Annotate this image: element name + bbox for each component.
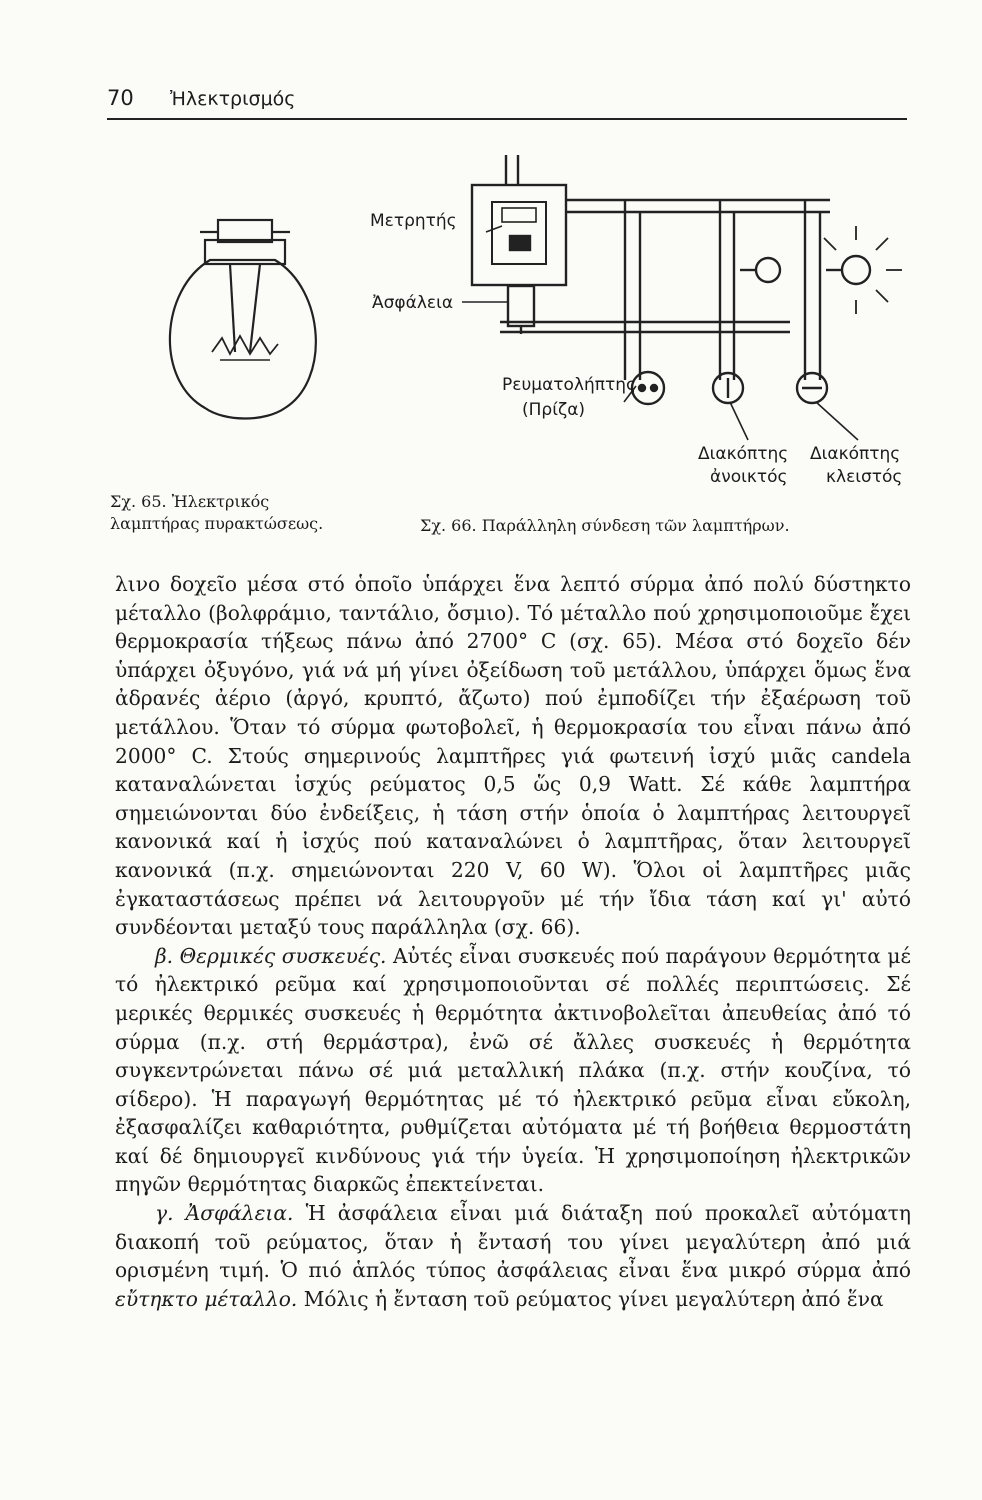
body-text bbox=[115, 570, 911, 1313]
lamp-off-drawing bbox=[756, 258, 780, 282]
parallel-circuit-drawing bbox=[462, 155, 902, 440]
paragraph-fuse bbox=[115, 1199, 911, 1313]
paragraph-heating-devices bbox=[115, 942, 911, 1199]
page-header bbox=[107, 86, 907, 120]
paragraph-fuse-text-end: Μόλις ἡ ἔνταση τοῦ ρεύματος γίνει μεγαλύτερη ἀπό ἕνα bbox=[303, 1286, 884, 1311]
socket-label-sub: (Πρίζα) bbox=[522, 400, 586, 420]
socket-label: Ρευματολήπτης bbox=[502, 375, 636, 395]
switch-open-label-sub: ἀνοικτός bbox=[710, 467, 788, 487]
lamp-on-drawing bbox=[842, 256, 870, 284]
fuse-label: Ἀσφάλεια bbox=[372, 293, 454, 313]
paragraph-fuse-text: Ἡ ἀσφάλεια εἶναι μιά διάταξη πού προκαλεῖ αὐτόματη διακοπή τοῦ ρεύματος, ὅταν ἡ ἔντασή του γίνει μεγαλύτερη ἀπό μιά ορισμένη τιμή. Ὁ πιό ἁπλός τύπος ἀσφάλειας εἶναι ἕνα μικρό σύρμα ἀπό bbox=[115, 1201, 912, 1283]
incandescent-lamp-drawing bbox=[170, 220, 316, 419]
switch-closed-label-sub: κλειστός bbox=[826, 467, 903, 487]
meter-label: Μετρητής bbox=[370, 211, 457, 231]
figure-65-caption: Σχ. 65. Ἠλεκτρικός λαμπτήρας πυρακτώσεως. bbox=[110, 492, 324, 533]
fusible-metal-term: εὔτηκτο μέταλλο. bbox=[115, 1286, 298, 1311]
paragraph-lamps: λινο δοχεῖο μέσα στό ὁποῖο ὑπάρχει ἕνα λεπτό σύρμα ἀπό πολύ δύστηκτο μέταλλο (βολφράμιο, ταντάλιο, ὄσμιο). Τό μέταλλο πού χρησιμοποιοῦμε ἔχει θερμοκρασία τήξεως πάνω ἀπό 2700° C (σχ. 65). Μέσα στό δοχεῖο δέν ὑπάρχει ὀξυγόνο, γιά νά μή γίνει ὀξείδωση τοῦ μετάλλου, ὑπάρχει ὅμως ἕνα ἀδρανές ἀέριο (ἀργό, κρυπτό, ἄζωτο) πού ἐμποδίζει τήν ἐξαέρωση τοῦ μετάλλου. Ὅταν τό σύρμα φωτοβολεῖ, ἡ θερμοκρασία του εἶναι πάνω ἀπό 2000° C. Στούς σημερινούς λαμπτῆρες γιά φωτεινή ἰσχύ μιᾶς candela καταναλώνεται ἰσχύς ρεύματος 0,5 ὥς 0,9 Watt. Σέ κάθε λαμπτήρα σημειώνονται δύο ἐνδείξεις, ἡ τάση στήν ὁποία ὁ λαμπτήρας λειτουργεῖ κανονικά καί ἡ ἰσχύς πού καταναλώνει ὁ λαμπτῆρας, ὅταν λειτουργεῖ κανονικά (π.χ. σημειώνονται 220 V, 60 W). Ὅλοι οἱ λαμπτῆρες μιᾶς ἐγκαταστάσεως πρέπει νά λειτουργοῦν μέ τήν ἴδια τάση καί γι' αὐτό συνδέονται μεταξύ τους παράλληλα (σχ. 66). bbox=[115, 572, 911, 940]
heading-fuse: γ. Ἀσφάλεια. bbox=[155, 1201, 294, 1226]
switch-closed-label: Διακόπτης bbox=[810, 444, 901, 464]
figure-area bbox=[150, 140, 910, 510]
header-rule bbox=[107, 118, 907, 120]
page-number: 70 bbox=[107, 86, 134, 110]
paragraph-heating-text: Αὐτές εἶναι συσκευές πού παράγουν θερμότητα μέ τό ἠλεκτρικό ρεῦμα καί χρησιμοποιοῦνται σέ πολλές περιπτώσεις. Σέ μερικές θερμικές συσκευές ἡ θερμότητα ἀκτινοβολεῖται ἀπευθείας ἀπό τό σύρμα (π.χ. στή θερμάστρα), ἐνῶ σέ ἄλλες συσκευές ἡ θερμότητα συγκεντρώνεται πάνω σέ μιά μεταλλική πλάκα (π.χ. στήν κουζίνα, τό σίδερο). Ἡ παραγωγή θερμότητας μέ τό ἠλεκτρικό ρεῦμα εἶναι εὔκολη, ἐξασφαλίζει καθαριότητα, ρυθμίζεται αὐτόματα μέ τή βοήθεια θερμοστάτη καί δέ δημιουργεῖ κινδύνους γιά τήν ὑγεία. Ἡ χρησιμοποίηση ἠλεκτρικῶν πηγῶν θερμότητας διαρκῶς ἐπεκτείνεται. bbox=[115, 943, 911, 1197]
figure-66-caption: Σχ. 66. Παράλληλη σύνδεση τῶν λαμπτήρων. bbox=[420, 516, 790, 535]
socket-drawing bbox=[632, 372, 664, 404]
switch-open-label: Διακόπτης bbox=[698, 444, 789, 464]
heading-heating-devices: β. Θερμικές συσκευές. bbox=[155, 943, 387, 968]
fuse-drawing bbox=[508, 286, 534, 326]
running-title: Ἠλεκτρισμός bbox=[170, 88, 296, 110]
